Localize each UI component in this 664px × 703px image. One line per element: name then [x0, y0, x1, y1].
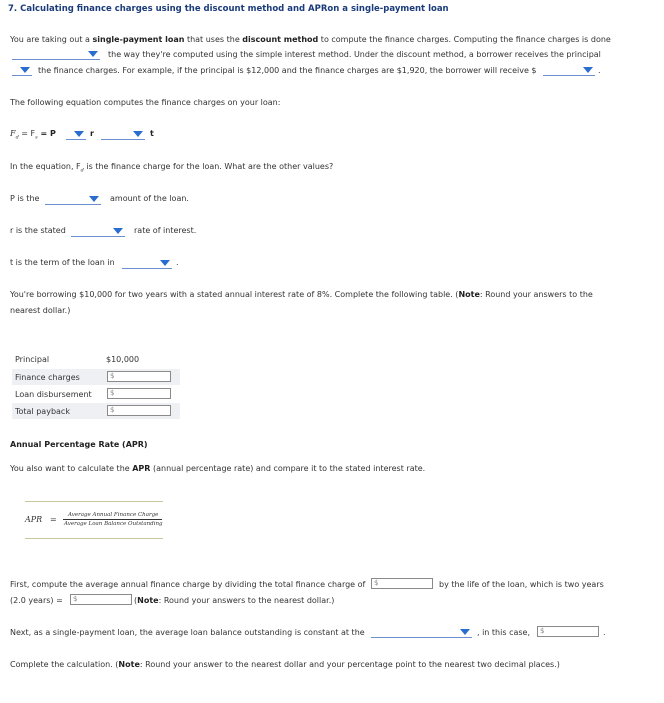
avg-balance-input[interactable]: $ [537, 626, 599, 637]
loan-disbursement-input[interactable]: $ [107, 388, 171, 399]
next-in-this-case: , in this case, [477, 628, 530, 637]
chevron-down-icon [133, 131, 143, 137]
first-line-1b: by the life of the loan, which is two years [439, 580, 604, 589]
next-line: Next, as a single-payment loan, the average loan balance outstanding is constant at the [10, 628, 365, 637]
question: In the equation, $F_d$ is the finance charge for the loan. What are the other values? [10, 162, 334, 174]
fraction-bar [63, 519, 162, 520]
intro-line-1: You are taking out a single-payment loan that uses the discount method to compute the finance charges. Computing the finance charges is done [10, 35, 611, 44]
equation: $F_d = F_s = P$ [10, 129, 56, 141]
dropdown-receives-principal[interactable] [12, 66, 32, 76]
intro-line-3: the finance charges. For example, if the principal is $12,000 and the finance charges are $1,920, the borrower will receive $ [38, 66, 537, 75]
equation-r: r [90, 129, 94, 138]
equation-intro: The following equation computes the finance charges on your loan: [10, 98, 281, 107]
total-payback-input[interactable]: $ [107, 405, 171, 416]
apr-formula-eq: = [50, 515, 57, 524]
equation-t: t [150, 129, 154, 138]
dropdown-avg-balance[interactable] [371, 628, 472, 638]
def-t-after: . [176, 258, 179, 267]
finance-charges-input[interactable]: $ [107, 371, 171, 382]
apr-intro: You also want to calculate the APR (annual percentage rate) and compare it to the stated interest rate. [10, 464, 426, 473]
dropdown-p[interactable] [45, 195, 101, 205]
apr-numerator: Average Annual Finance Charge [68, 512, 159, 518]
table-label-principal: Principal [15, 355, 50, 364]
period: . [598, 66, 601, 75]
chevron-down-icon [74, 131, 84, 137]
dropdown-t[interactable] [122, 259, 172, 269]
apr-formula-lhs: APR [25, 515, 43, 524]
apr-denominator: Average Loan Balance Outstanding [64, 521, 163, 527]
def-r-label: r is the stated [10, 226, 66, 235]
table-label-disbursement: Loan disbursement [15, 390, 92, 399]
complete-line: Complete the calculation. (Note: Round your answer to the nearest dollar and your percentage point to the nearest two decimal places.) [10, 660, 560, 669]
table-value-principal: $10,000 [106, 355, 140, 364]
chevron-down-icon [583, 67, 593, 73]
dropdown-computed-way[interactable] [12, 50, 100, 60]
chevron-down-icon [88, 51, 98, 57]
dropdown-equation-1[interactable] [66, 130, 86, 140]
chevron-down-icon [113, 228, 123, 234]
chevron-down-icon [89, 196, 99, 202]
apr-heading: Annual Percentage Rate (APR) [10, 440, 148, 449]
page-title: 7. Calculating finance charges using the discount method and APRon a single-payment loan [8, 4, 449, 14]
next-period: . [603, 628, 606, 637]
def-r-after: rate of interest. [134, 226, 197, 235]
chevron-down-icon [160, 260, 170, 266]
formula-bottom-rule [25, 538, 163, 539]
first-line-2: (2.0 years) = [10, 596, 63, 605]
def-p-after: amount of the loan. [110, 194, 189, 203]
def-t-label: t is the term of the loan in [10, 258, 115, 267]
intro-line-2: the way they're computed using the simple interest method. Under the discount method, a borrower receives the principal [108, 50, 601, 59]
first-note: (Note: Round your answers to the nearest dollar.) [134, 596, 335, 605]
dropdown-equation-2[interactable] [101, 130, 145, 140]
total-finance-charge-input[interactable]: $ [371, 578, 433, 589]
first-line-1a: First, compute the average annual finance charge by dividing the total finance charge of [10, 580, 366, 589]
def-p-label: P is the [10, 194, 40, 203]
dropdown-borrower-receive[interactable] [543, 66, 595, 76]
table-label-payback: Total payback [15, 407, 70, 416]
chevron-down-icon [460, 629, 470, 635]
dropdown-r[interactable] [71, 227, 125, 237]
borrow-line-1: You're borrowing $10,000 for two years with a stated annual interest rate of 8%. Complete the following table. (Note: Round your answers to the [10, 290, 593, 299]
formula-top-rule [25, 501, 163, 502]
borrow-line-2: nearest dollar.) [10, 306, 71, 315]
table-label-finance: Finance charges [15, 373, 80, 382]
chevron-down-icon [20, 67, 30, 73]
avg-annual-finance-input[interactable]: $ [70, 594, 132, 605]
